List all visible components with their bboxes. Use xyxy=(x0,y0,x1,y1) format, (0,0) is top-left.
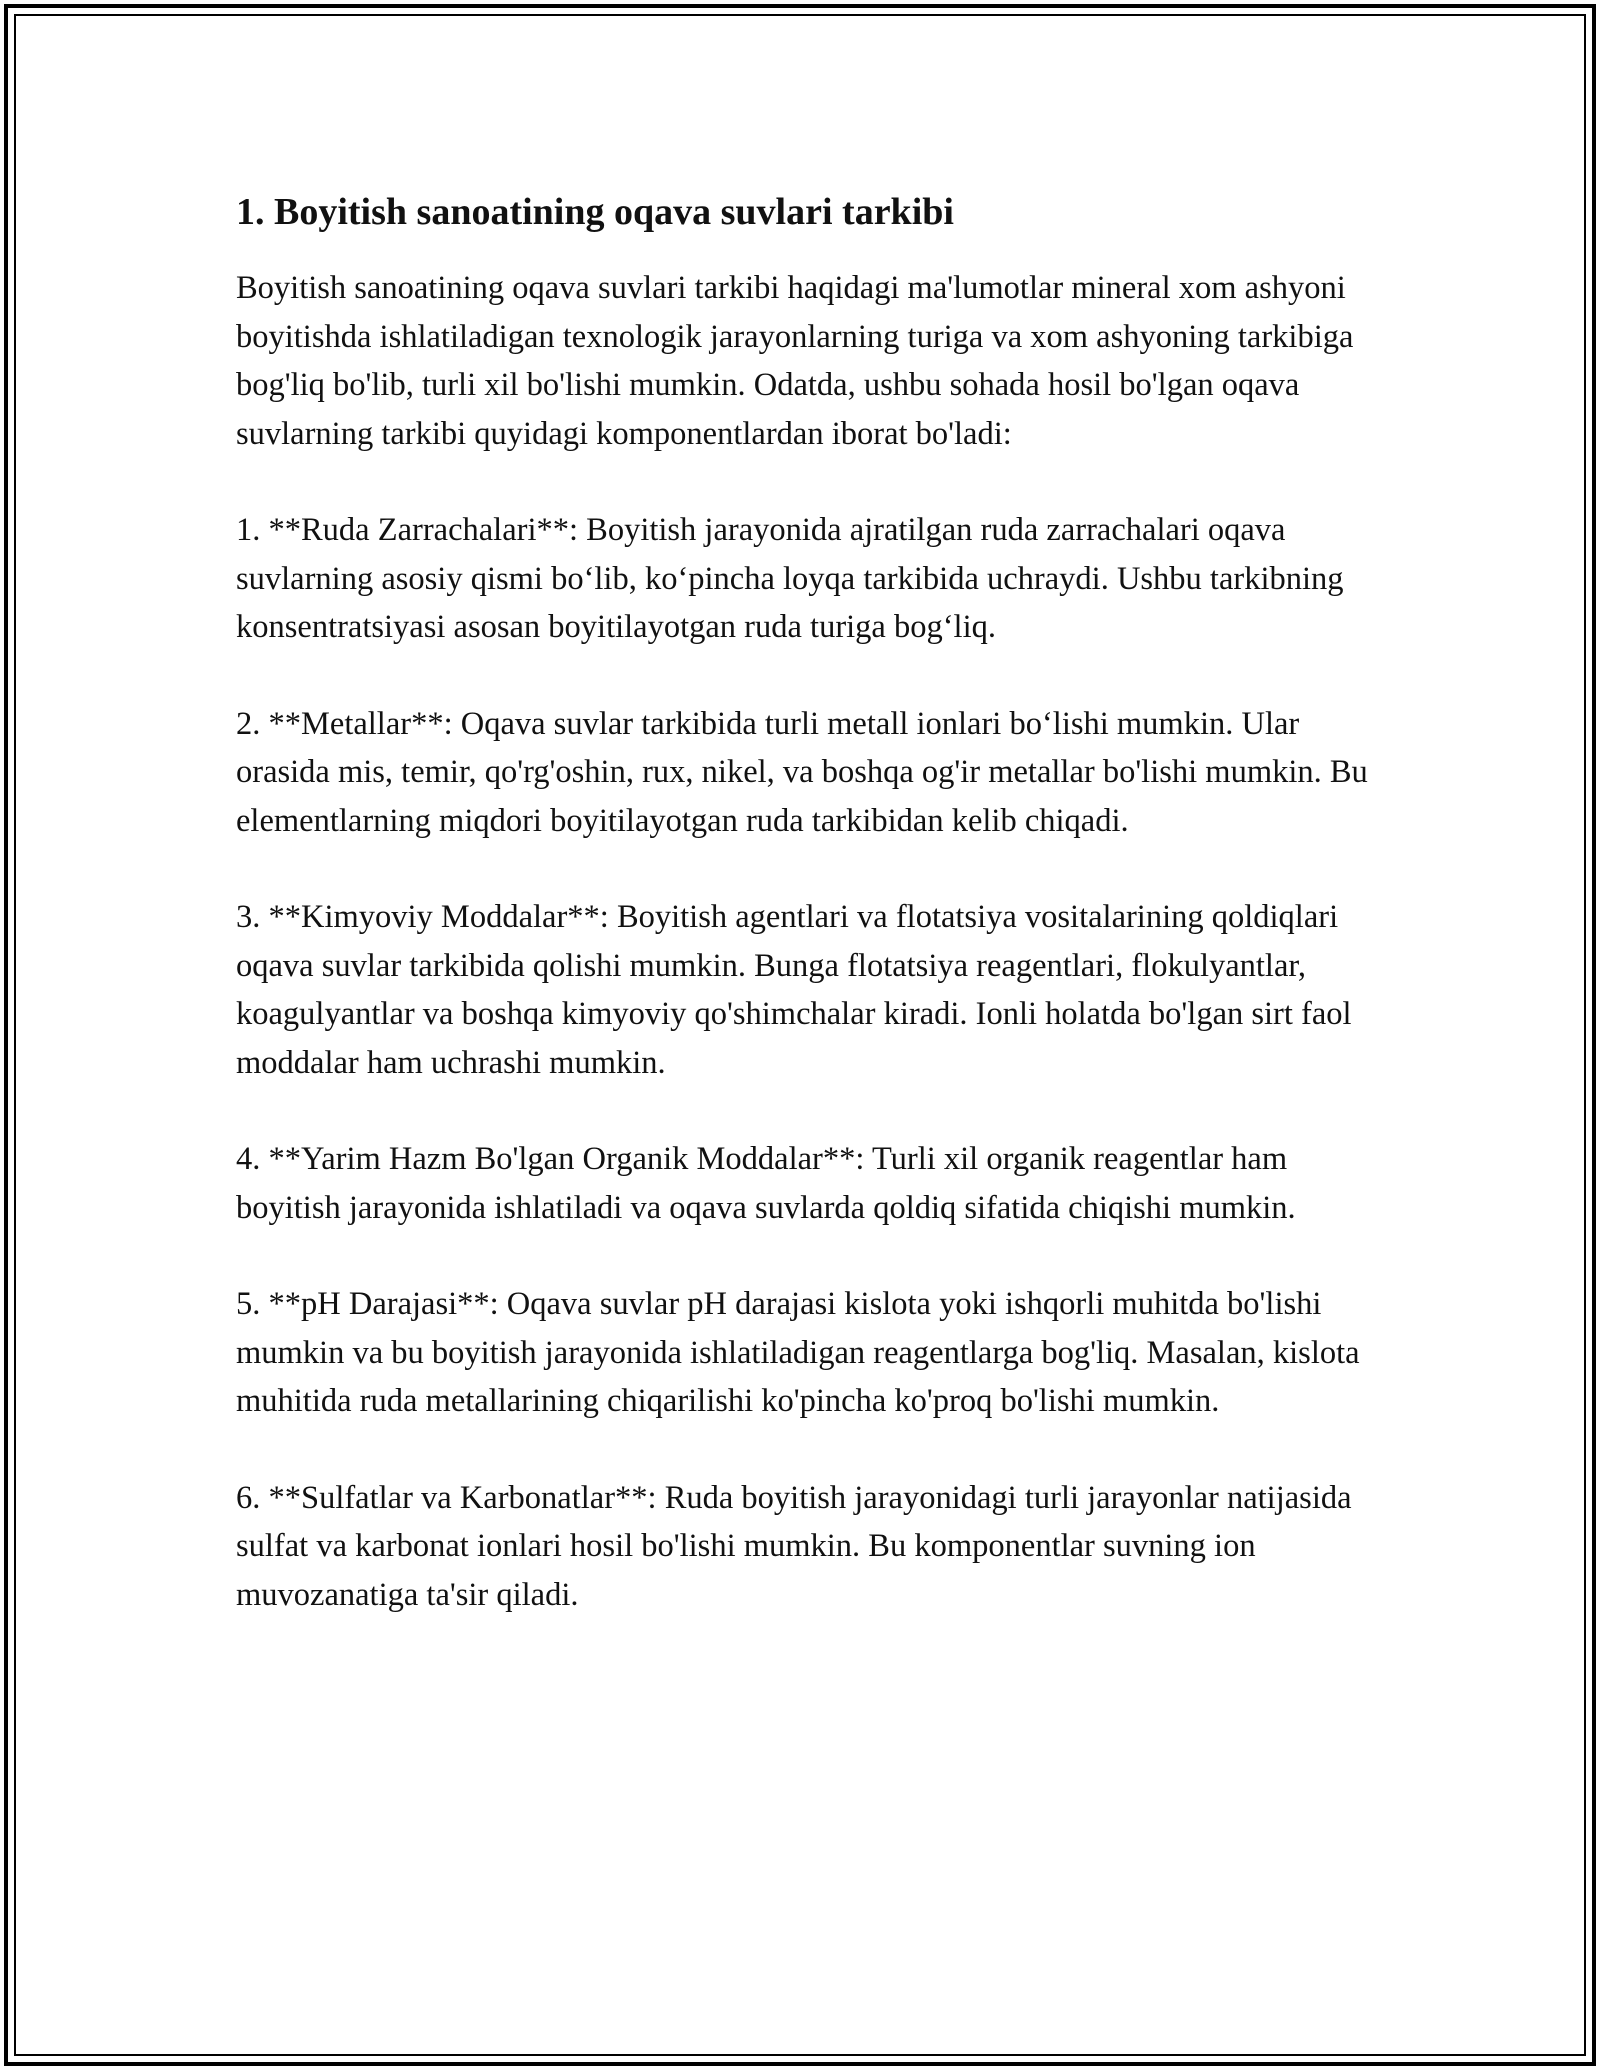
list-item-ruda-zarrachalari: 1. **Ruda Zarrachalari**: Boyitish jarayonida ajratilgan ruda zarrachalari oqava suvlarning asosiy qismi bo‘lib, ko‘pincha loyqa tarkibida uchraydi. Ushbu tarkibning konsentratsiyasi asosan boyitilayotgan ruda turiga bog‘liq. xyxy=(236,512,1344,645)
document-title: 1. Boyitish sanoatining oqava suvlari tarkibi xyxy=(236,191,954,233)
list-item-sulfatlar-karbonatlar: 6. **Sulfatlar va Karbonatlar**: Ruda boyitish jarayonidagi turli jarayonlar natijasida sulfat va karbonat ionlari hosil bo'lishi mumkin. Bu komponentlar suvning ion muvozanatiga ta'sir qiladi. xyxy=(236,1479,1352,1613)
list-item-ph-darajasi: 5. **pH Darajasi**: Oqava suvlar pH darajasi kislota yoki ishqorli muhitda bo'lishi mumkin va bu boyitish jarayonida ishlatiladigan reagentlarga bog'liq. Masalan, kislota muhitida ruda metallarining chiqarilishi ko'pincha ko'proq bo'lishi mumkin. xyxy=(236,1286,1360,1419)
list-item-metallar: 2. **Metallar**: Oqava suvlar tarkibida turli metall ionlari bo‘lishi mumkin. Ular orasida mis, temir, qo'rg'oshin, rux, nikel, va boshqa og'ir metallar bo'lishi mumkin. Bu elementlarning miqdori boyitilayotgan ruda tarkibidan kelib chiqadi. xyxy=(236,705,1368,839)
document-body xyxy=(236,186,1386,1667)
intro-paragraph: Boyitish sanoatining oqava suvlari tarkibi haqidagi ma'lumotlar mineral xom ashyoni boyitishda ishlatiladigan texnologik jarayonlarning turiga va xom ashyoning tarkibiga bog'liq bo'lib, turli xil bo'lishi mumkin. Odatda, ushbu sohada hosil bo'lgan oqava suvlarning tarkibi quyidagi komponentlardan iborat bo'ladi: xyxy=(236,270,1354,452)
list-item-kimyoviy-moddalar: 3. **Kimyoviy Moddalar**: Boyitish agentlari va flotatsiya vositalarining qoldiqlari oqava suvlar tarkibida qolishi mumkin. Bunga flotatsiya reagentlari, flokulyantlar, koagulyantlar va boshqa kimyoviy qo'shimchalar kiradi. Ionli holatda bo'lgan sirt faol moddalar ham uchrashi mumkin. xyxy=(236,899,1352,1081)
list-item-organik-moddalar: 4. **Yarim Hazm Bo'lgan Organik Moddalar**: Turli xil organik reagentlar ham boyitish jarayonida ishlatiladi va oqava suvlarda qoldiq sifatida chiqishi mumkin. xyxy=(236,1141,1296,1226)
